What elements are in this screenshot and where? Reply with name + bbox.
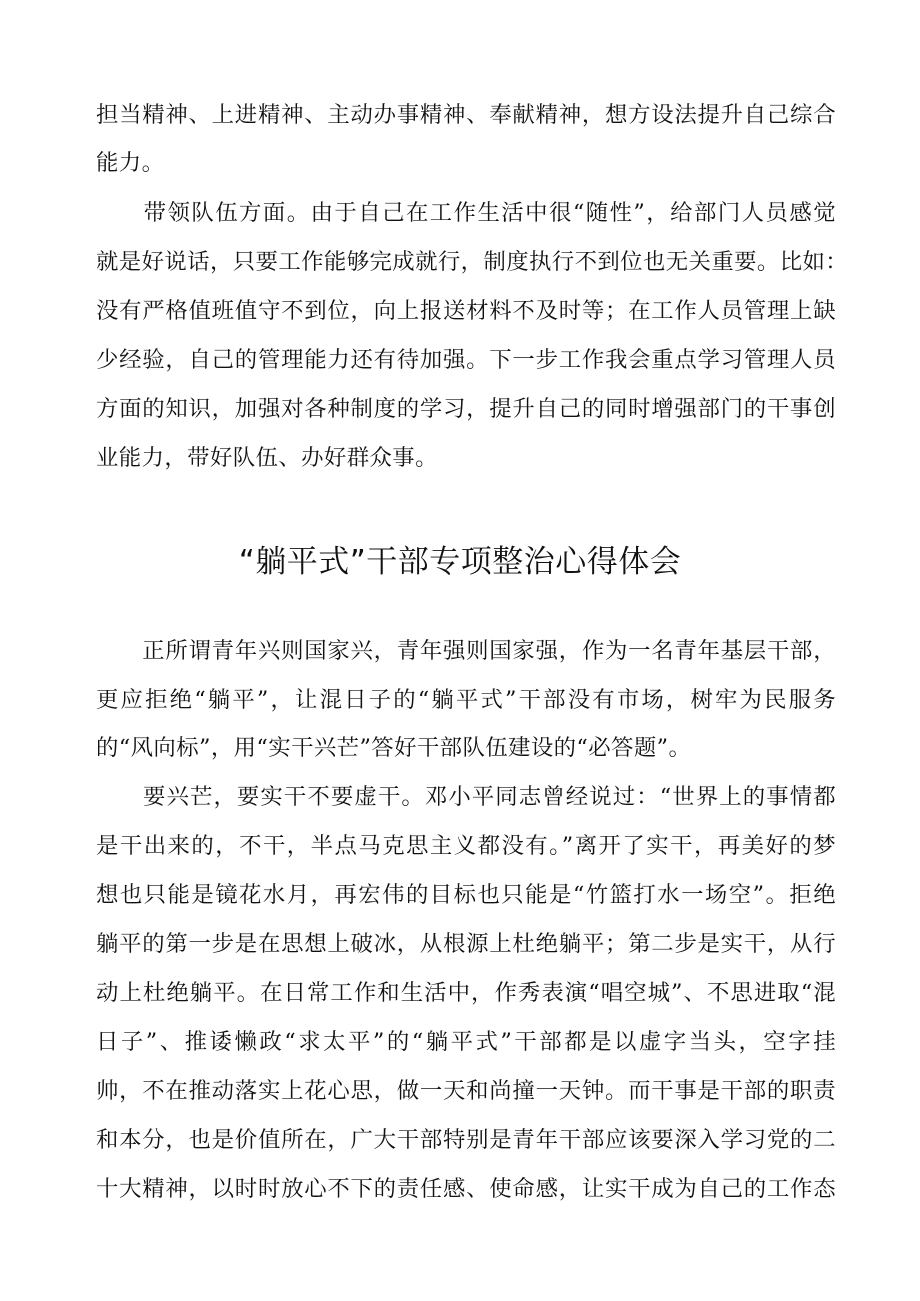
text-line: 没有严格值班值守不到位，向上报送材料不及时等；在工作人员管理上缺	[96, 298, 836, 324]
text-line: 日子”、推诿懒政“求太平”的“躺平式”干部都是以虚字当头，空字挂	[96, 1029, 836, 1055]
text-line: 动上杜绝躺平。在日常工作和生活中，作秀表演“唱空城”、不思进取“混	[96, 980, 836, 1006]
text-line: 躺平的第一步是在思想上破冰，从根源上杜绝躺平；第二步是实干，从行	[96, 931, 836, 957]
text-line: 少经验，自己的管理能力还有待加强。下一步工作我会重点学习管理人员	[96, 347, 836, 373]
text-line: 带领队伍方面。由于自己在工作生活中很“随性”，给部门人员感觉	[96, 200, 836, 226]
text-line: 和本分，也是价值所在，广大干部特别是青年干部应该要深入学习党的二	[96, 1127, 836, 1153]
text-line: 正所谓青年兴则国家兴，青年强则国家强，作为一名青年基层干部，	[96, 638, 836, 664]
text-line: 能力。	[96, 150, 165, 176]
text-line: 要兴芒，要实干不要虚干。邓小平同志曾经说过：“世界上的事情都	[96, 784, 836, 810]
document-title: “躺平式”干部专项整治心得体会	[238, 544, 682, 580]
text-line: 方面的知识，加强对各种制度的学习，提升自己的同时增强部门的干事创	[96, 396, 836, 422]
text-line: 业能力，带好队伍、办好群众事。	[96, 445, 438, 471]
text-line: 帅，不在推动落实上花心思，做一天和尚撞一天钟。而干事是干部的职责	[96, 1078, 836, 1104]
text-line: 想也只能是镜花水月，再宏伟的目标也只能是“竹篮打水一场空”。拒绝	[96, 882, 836, 908]
text-line: 是干出来的，不干，半点马克思主义都没有。”离开了实干，再美好的梦	[96, 833, 836, 859]
text-line: 的“风向标”，用“实干兴芒”答好干部队伍建设的“必答题”。	[96, 735, 692, 761]
text-line: 担当精神、上进精神、主动办事精神、奉献精神，想方设法提升自己综合	[96, 102, 836, 128]
text-line: 就是好说话，只要工作能够完成就行，制度执行不到位也无关重要。比如：	[96, 249, 849, 275]
text-line: 十大精神，以时时放心不下的责任感、使命感，让实干成为自己的工作态	[96, 1176, 836, 1202]
text-line: 更应拒绝“躺平”，让混日子的“躺平式”干部没有市场，树牢为民服务	[96, 687, 836, 713]
